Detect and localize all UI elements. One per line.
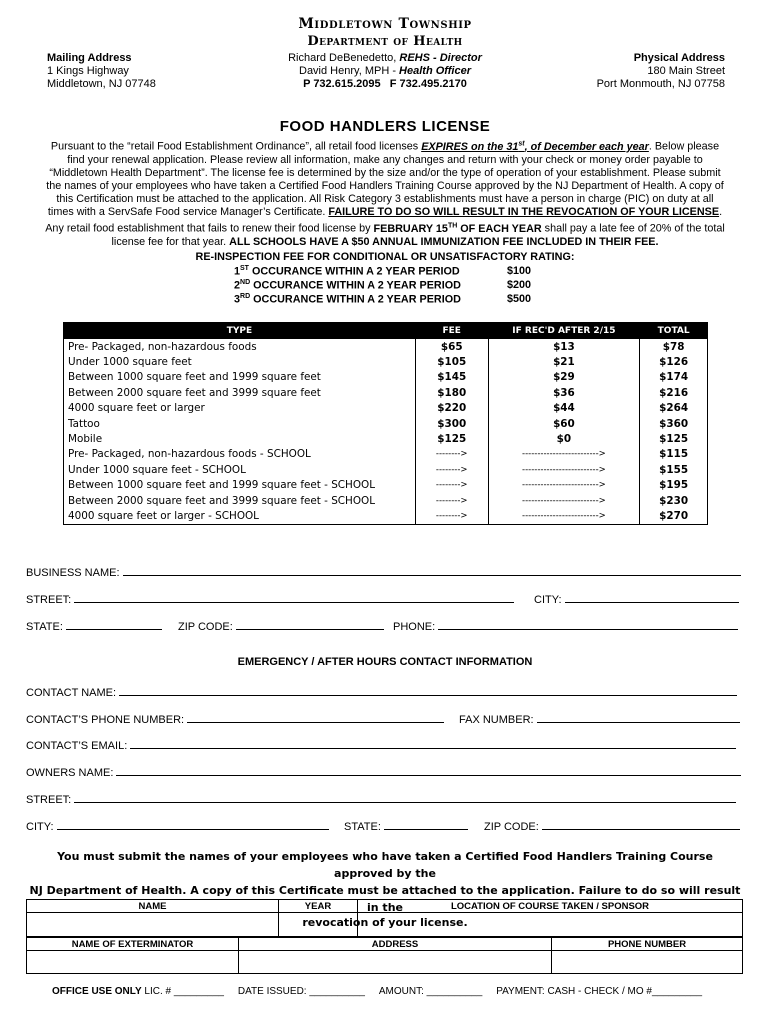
- phone-number: P 732.615.2095: [303, 78, 381, 90]
- total-fee-cell: $115: [640, 447, 708, 462]
- intro-text: Any retail food establishment that fails to renew their food license by: [45, 222, 374, 235]
- total-fee-cell: $78: [640, 339, 708, 355]
- owners-name-field[interactable]: OWNERS NAME:: [26, 765, 741, 779]
- business-city-field[interactable]: CITY:: [534, 592, 739, 606]
- office-use-label: OFFICE USE ONLY: [52, 986, 142, 997]
- training-location-cell[interactable]: [358, 913, 743, 937]
- reinspection-heading: RE-INSPECTION FEE FOR CONDITIONAL OR UNSATISFACTORY RATING:: [195, 251, 575, 263]
- late-fee-cell: $21: [488, 354, 640, 369]
- physical-address-line2: Port Monmouth, NJ 07758: [596, 78, 725, 90]
- fee-table-header: TYPE: [64, 323, 416, 339]
- late-fee-cell: $60: [488, 416, 640, 431]
- late-fee-cell: $36: [488, 385, 640, 400]
- fee-type-cell: Between 2000 square feet and 3999 square feet: [64, 385, 416, 400]
- office-amount-field: AMOUNT: __________: [378, 986, 483, 997]
- total-fee-cell: $230: [640, 493, 708, 508]
- training-table-header: YEAR: [279, 900, 358, 913]
- total-fee-cell: $174: [640, 370, 708, 385]
- mailing-address-line1: 1 Kings Highway: [47, 65, 129, 77]
- intro-text: the names of your employees who have taken a Certified Food Handlers Training Course approved by the NJ Department of Health. A copy of: [46, 179, 724, 192]
- fee-table-header: TOTAL: [640, 323, 708, 339]
- fee-amount-cell: $300: [415, 416, 488, 431]
- intro-text: this Certification must be attached to the application. All Risk Category 3 establishments must have a person in charge (PIC) on duty at all: [56, 192, 714, 205]
- fee-type-cell: Mobile: [64, 431, 416, 446]
- contact-name-field[interactable]: CONTACT NAME:: [26, 685, 737, 699]
- fee-table-row: [64, 370, 708, 385]
- director-name: Richard DeBenedetto,: [288, 52, 400, 64]
- total-fee-cell: $195: [640, 478, 708, 493]
- intro-text: shall pay a late fee of 20% of the total: [541, 222, 725, 235]
- reinspection-amount: $100: [507, 265, 532, 277]
- late-fee-cell: $29: [488, 370, 640, 385]
- fee-table-row: [64, 385, 708, 400]
- fee-type-cell: Under 1000 square feet: [64, 354, 416, 369]
- intro-text: . Below please: [648, 140, 720, 153]
- intro-text: Pursuant to the “retail Food Establishment Ordinance”, all retail food licenses: [50, 140, 422, 153]
- reinspection-amount: $200: [507, 279, 532, 291]
- department-title: Middletown Township: [298, 16, 472, 32]
- fee-table-row: [64, 401, 708, 416]
- exterminator-table: [26, 937, 743, 974]
- reinspection-item: 3RD OCCURANCE WITHIN A 2 YEAR PERIOD $500: [234, 293, 532, 306]
- exterminator-phone-cell[interactable]: [552, 951, 743, 974]
- fee-type-cell: Between 1000 square feet and 1999 square feet - SCHOOL: [64, 478, 416, 493]
- license-title: FOOD HANDLERS LICENSE: [279, 118, 491, 135]
- fee-table-row: [64, 431, 708, 446]
- mailing-address-line2: Middletown, NJ 07748: [47, 78, 156, 90]
- fee-type-cell: Under 1000 square feet - SCHOOL: [64, 462, 416, 477]
- late-deadline: FEBRUARY 15TH OF EACH YEAR: [373, 222, 542, 235]
- fee-table-header: FEE: [415, 323, 488, 339]
- fee-amount-cell: $220: [415, 401, 488, 416]
- fee-type-cell: Pre- Packaged, non-hazardous foods: [64, 339, 416, 355]
- intro-text: license fee for that year.: [111, 235, 230, 248]
- office-use-line: [52, 986, 702, 997]
- late-fee-cell: ------------------------->: [488, 493, 640, 508]
- total-fee-cell: $270: [640, 508, 708, 524]
- fee-amount-cell: -------->: [415, 508, 488, 524]
- fee-amount-cell: $65: [415, 339, 488, 355]
- training-notice-line: You must submit the names of your employees who have taken a Certified Food Handlers Training Course approved by the: [57, 850, 713, 880]
- fee-amount-cell: $105: [415, 354, 488, 369]
- fee-amount-cell: $125: [415, 431, 488, 446]
- late-fee-cell: $0: [488, 431, 640, 446]
- exterminator-table-header: NAME OF EXTERMINATOR: [27, 938, 239, 951]
- reinspection-item: 2ND OCCURANCE WITHIN A 2 YEAR PERIOD $200: [234, 279, 532, 292]
- reinspection-item: 1ST OCCURANCE WITHIN A 2 YEAR PERIOD $100: [234, 265, 532, 278]
- fee-type-cell: Tattoo: [64, 416, 416, 431]
- fee-type-cell: Pre- Packaged, non-hazardous foods - SCHOOL: [64, 447, 416, 462]
- intro-paragraph: [22, 137, 748, 249]
- training-notice-line: NJ Department of Health. A copy of this Certificate must be attached to the application. Failure to do so will result in the: [29, 884, 741, 914]
- office-payment-field: PAYMENT: CASH - CHECK / MO #_________: [496, 986, 703, 997]
- fax-number: F 732.495.2170: [389, 78, 467, 90]
- fee-table-row: [64, 462, 708, 477]
- office-date-field: DATE ISSUED: __________: [237, 986, 365, 997]
- fee-amount-cell: $145: [415, 370, 488, 385]
- training-year-cell[interactable]: [279, 913, 358, 937]
- fee-table-row: [64, 478, 708, 493]
- training-table: [26, 899, 743, 937]
- total-fee-cell: $360: [640, 416, 708, 431]
- revocation-warning: FAILURE TO DO SO WILL RESULT IN THE REVOCATION OF YOUR LICENSE: [328, 206, 720, 219]
- training-table-header: NAME: [27, 900, 279, 913]
- officer-name: David Henry, MPH -: [299, 65, 400, 77]
- total-fee-cell: $155: [640, 462, 708, 477]
- total-fee-cell: $216: [640, 385, 708, 400]
- exterminator-table-header: PHONE NUMBER: [552, 938, 743, 951]
- owner-state-field[interactable]: STATE:: [344, 819, 468, 833]
- fee-table-header: IF REC'D AFTER 2/15: [488, 323, 640, 339]
- fee-amount-cell: -------->: [415, 493, 488, 508]
- training-table-header: LOCATION OF COURSE TAKEN / SPONSOR: [358, 900, 743, 913]
- late-fee-cell: ------------------------->: [488, 462, 640, 477]
- total-fee-cell: $125: [640, 431, 708, 446]
- fee-amount-cell: -------->: [415, 462, 488, 477]
- reinspection-amount: $500: [507, 293, 532, 305]
- fee-amount-cell: -------->: [415, 447, 488, 462]
- late-fee-cell: $44: [488, 401, 640, 416]
- fee-amount-cell: $180: [415, 385, 488, 400]
- mailing-address-heading: Mailing Address: [47, 52, 132, 64]
- fax-number-field[interactable]: FAX NUMBER:: [459, 712, 740, 726]
- fee-type-cell: 4000 square feet or larger: [64, 401, 416, 416]
- fee-type-cell: Between 2000 square feet and 3999 square feet - SCHOOL: [64, 493, 416, 508]
- office-lic-field: LIC. # _________: [141, 986, 224, 997]
- exterminator-address-cell[interactable]: [239, 951, 552, 974]
- fee-table-row: [64, 354, 708, 369]
- fee-table-row: [64, 416, 708, 431]
- owner-city-field[interactable]: CITY:: [26, 819, 329, 833]
- intro-text: find your renewal application. Please review all information, make any changes and return with your check or money order payable to: [67, 153, 703, 166]
- intro-text: .: [719, 206, 723, 219]
- fee-table-row: [64, 508, 708, 524]
- business-phone-field[interactable]: PHONE:: [393, 619, 738, 633]
- fee-table-row: [64, 493, 708, 508]
- total-fee-cell: $264: [640, 401, 708, 416]
- fee-type-cell: Between 1000 square feet and 1999 square feet: [64, 370, 416, 385]
- contact-phone-field[interactable]: CONTACT’S PHONE NUMBER:: [26, 712, 444, 726]
- intro-text: “Middletown Health Department”. The license fee is determined by the size and/or the type of operation of your establishment. Please submit: [49, 166, 721, 179]
- business-name-field[interactable]: BUSINESS NAME:: [26, 565, 741, 579]
- business-street-field[interactable]: STREET:: [26, 592, 514, 606]
- exterminator-name-cell[interactable]: [27, 951, 239, 974]
- training-notice-line: revocation of your license.: [302, 916, 468, 929]
- owner-street-field[interactable]: STREET:: [26, 792, 736, 806]
- fee-amount-cell: -------->: [415, 478, 488, 493]
- fee-type-cell: 4000 square feet or larger - SCHOOL: [64, 508, 416, 524]
- expiry-emphasis: EXPIRES on the 31st, of December each year: [421, 140, 649, 153]
- total-fee-cell: $126: [640, 354, 708, 369]
- department-subtitle: Department of Health: [307, 34, 463, 49]
- director-role: REHS - Director: [399, 52, 482, 64]
- owner-zip-field[interactable]: ZIP CODE:: [484, 819, 740, 833]
- physical-address: [597, 52, 725, 91]
- fee-table-row: [64, 339, 708, 355]
- emergency-heading: EMERGENCY / AFTER HOURS CONTACT INFORMATION: [237, 656, 533, 668]
- late-fee-cell: ------------------------->: [488, 478, 640, 493]
- intro-text: times with a ServSafe Food service Manager’s Certificate.: [47, 206, 329, 219]
- fee-table: [63, 322, 708, 525]
- officer-role: Health Officer: [399, 65, 471, 77]
- training-name-cell[interactable]: [27, 913, 279, 937]
- business-zip-field[interactable]: ZIP CODE:: [178, 619, 384, 633]
- late-fee-cell: $13: [488, 339, 640, 355]
- business-state-field[interactable]: STATE:: [26, 619, 162, 633]
- physical-address-line1: 180 Main Street: [647, 65, 725, 77]
- late-fee-cell: ------------------------->: [488, 508, 640, 524]
- late-fee-cell: ------------------------->: [488, 447, 640, 462]
- exterminator-table-header: ADDRESS: [239, 938, 552, 951]
- contact-email-field[interactable]: CONTACT’S EMAIL:: [26, 738, 736, 752]
- school-fee-notice: ALL SCHOOLS HAVE A $50 ANNUAL IMMUNIZATION FEE INCLUDED IN THEIR FEE.: [229, 235, 659, 248]
- fee-table-row: [64, 447, 708, 462]
- physical-address-heading: Physical Address: [633, 52, 725, 64]
